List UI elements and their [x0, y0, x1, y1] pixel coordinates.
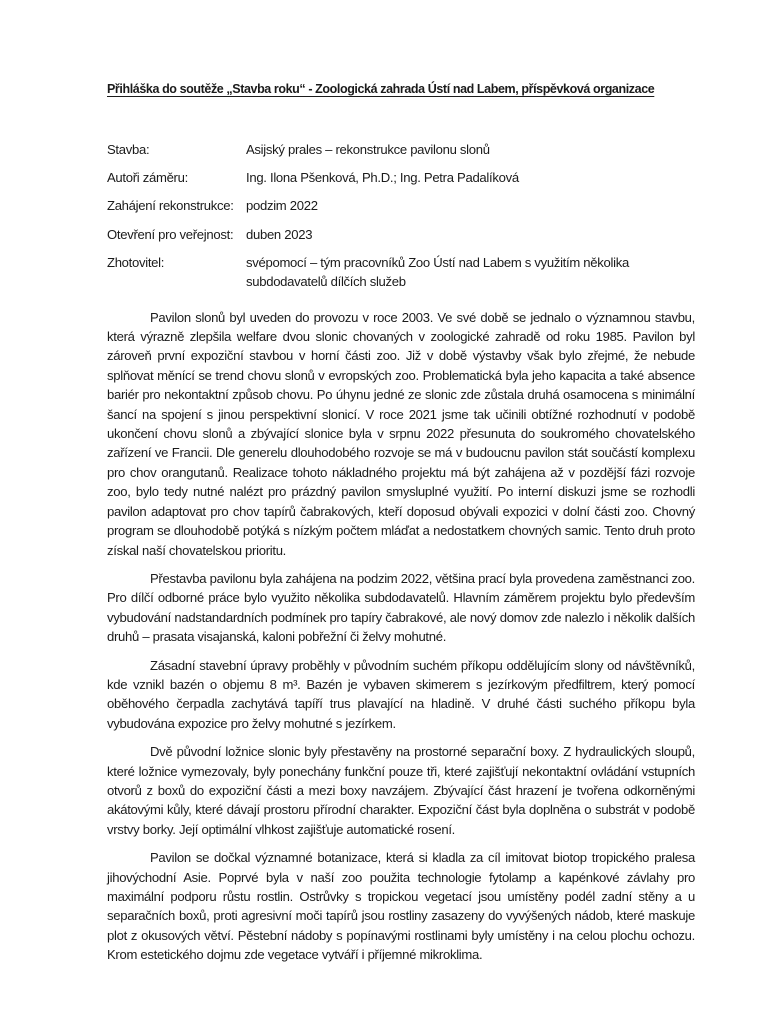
paragraph-3: Zásadní stavební úpravy proběhly v původním suchém příkopu oddělujícím slony od návštěvníků, kde vznikl bazén o objemu 8 m³. Bazén je vybaven skimerem s jezírkovým předfiltrem, který pomocí oběhového čerpadla zachytává tapíří trus plavající na hladině. V druhé části suchého příkopu byla vybudována expozice pro želvy mohutné s jezírkem.: [107, 657, 695, 731]
document-page: [107, 80, 695, 974]
field-row-autori-zameru: [107, 168, 695, 187]
document-title: Přihláška do soutěže „Stavba roku“ - Zoologická zahrada Ústí nad Labem, příspěvková organizace: [107, 82, 655, 96]
field-row-zahajeni-rekonstrukce: [107, 196, 695, 215]
field-label-otevreni-pro-verejnost: Otevření pro veřejnost:: [107, 226, 234, 242]
paragraph-2: Přestavba pavilonu byla zahájena na podzim 2022, většina prací byla provedena zaměstnanci zoo. Pro dílčí odborné práce bylo využito několika subdodavatelů. Hlavním záměrem projektu bylo především vybudování nadstandardních podmínek pro tapíry čabrakové, ale nový domov zde nalezlo i několik dalších druhů – prasata visajanská, kaloni pobřežní či želvy mohutné.: [107, 570, 695, 645]
field-value-zhotovitel: svépomocí – tým pracovníků Zoo Ústí nad Labem s využitím několika subdodavatelů dílčích služeb: [246, 254, 629, 290]
field-row-stavba: [107, 140, 695, 159]
paragraph-1: Pavilon slonů byl uveden do provozu v roce 2003. Ve své době se jednalo o významnou stavbu, která výrazně zlepšila welfare dvou slonic chovaných v zoologické zahradě od roku 1985. Pavilon byl zároveň první expoziční stavbou v horní části zoo. Již v době výstavby však bylo zřejmé, že nebude splňovat měnící se trend chovu slonů v evropských zoo. Problematická byla jeho kapacita a také absence bariér pro nekontaktní způsob chovu. Po úhynu jedné ze slonic zde zůstala druhá osamocena s minimální šancí na spojení s jinou perspektivní slonicí. V roce 2021 jsme tak učinili obtížné rozhodnutí v podobě ukončení chovu slonů a zbývající slonice byla v srpnu 2022 přesunuta do soukromého chovatelského zařízení ve Francii. Dle generelu dlouhodobého rozvoje se má v budoucnu pavilon stát součástí komplexu pro chov orangutanů. Realizace tohoto nákladného projektu má být zahájena až v pozdější fázi rozvoje zoo, bylo tedy nutné nalézt pro prázdný pavilon smysluplné využití. Po interní diskuzi jsme se rozhodli pavilon adaptovat pro chov tapírů čabrakových, kteří doposud obývali expozici v dolní části zoo. Chovný program se dlouhodobě potýká s nízkým počtem mláďat a nedostatkem chovných samic. Tento druh proto získal naší chovatelskou prioritu.: [107, 309, 695, 558]
field-label-stavba: Stavba:: [107, 142, 150, 157]
field-value-stavba: Asijský prales – rekonstrukce pavilonu slonů: [246, 142, 490, 157]
metadata-section: [107, 140, 695, 292]
field-label-autori-zameru: Autoři záměru:: [107, 170, 188, 186]
body-text: [107, 308, 695, 965]
field-label-zahajeni-rekonstrukce: Zahájení rekonstrukce:: [107, 198, 234, 214]
field-value-zahajeni-rekonstrukce: podzim 2022: [246, 198, 318, 214]
paragraph-4: Dvě původní ložnice slonic byly přestavěny na prostorné separační boxy. Z hydraulických sloupů, které ložnice vymezovaly, byly ponechány funkční pouze tři, které zajišťují nekontaktní ovládání vstupních otvorů z boxů do expoziční části a mezi boxy navzájem. Zbývající část hrazení je tvořena odkorněnými akátovými kůly, které dávají prostoru přírodní charakter. Expoziční část byla doplněna o substrát v podobě vrstvy borky. Její optimální vlhkost zajišťuje automatické rosení.: [107, 744, 695, 837]
field-row-zhotovitel: [107, 253, 695, 292]
field-value-autori-zameru: Ing. Ilona Pšenková, Ph.D.; Ing. Petra Padalíková: [246, 170, 519, 186]
paragraph-5: Pavilon se dočkal významné botanizace, která si kladla za cíl imitovat biotop tropického pralesa jihovýchodní Asie. Poprvé byla v naší zoo použita technologie fytolamp a kapénkové závlahy pro maximální podporu růstu rostlin. Ostrůvky s tropickou vegetací jsou umístěny podél zadní stěny a u separačních boxů, proti agresivní moči tapírů jsou rostliny zasazeny do vyvýšených nádob, které maskuje plot z okusových větví. Pěstební nádoby s popínavými rostlinami byly umístěny i na celou plochu ochozu. Krom estetického dojmu zde vegetace vytváří i příjemné mikroklima.: [107, 850, 695, 963]
field-value-otevreni-pro-verejnost: duben 2023: [246, 226, 313, 242]
field-row-otevreni-pro-verejnost: [107, 225, 695, 244]
field-label-zhotovitel: Zhotovitel:: [107, 254, 165, 270]
